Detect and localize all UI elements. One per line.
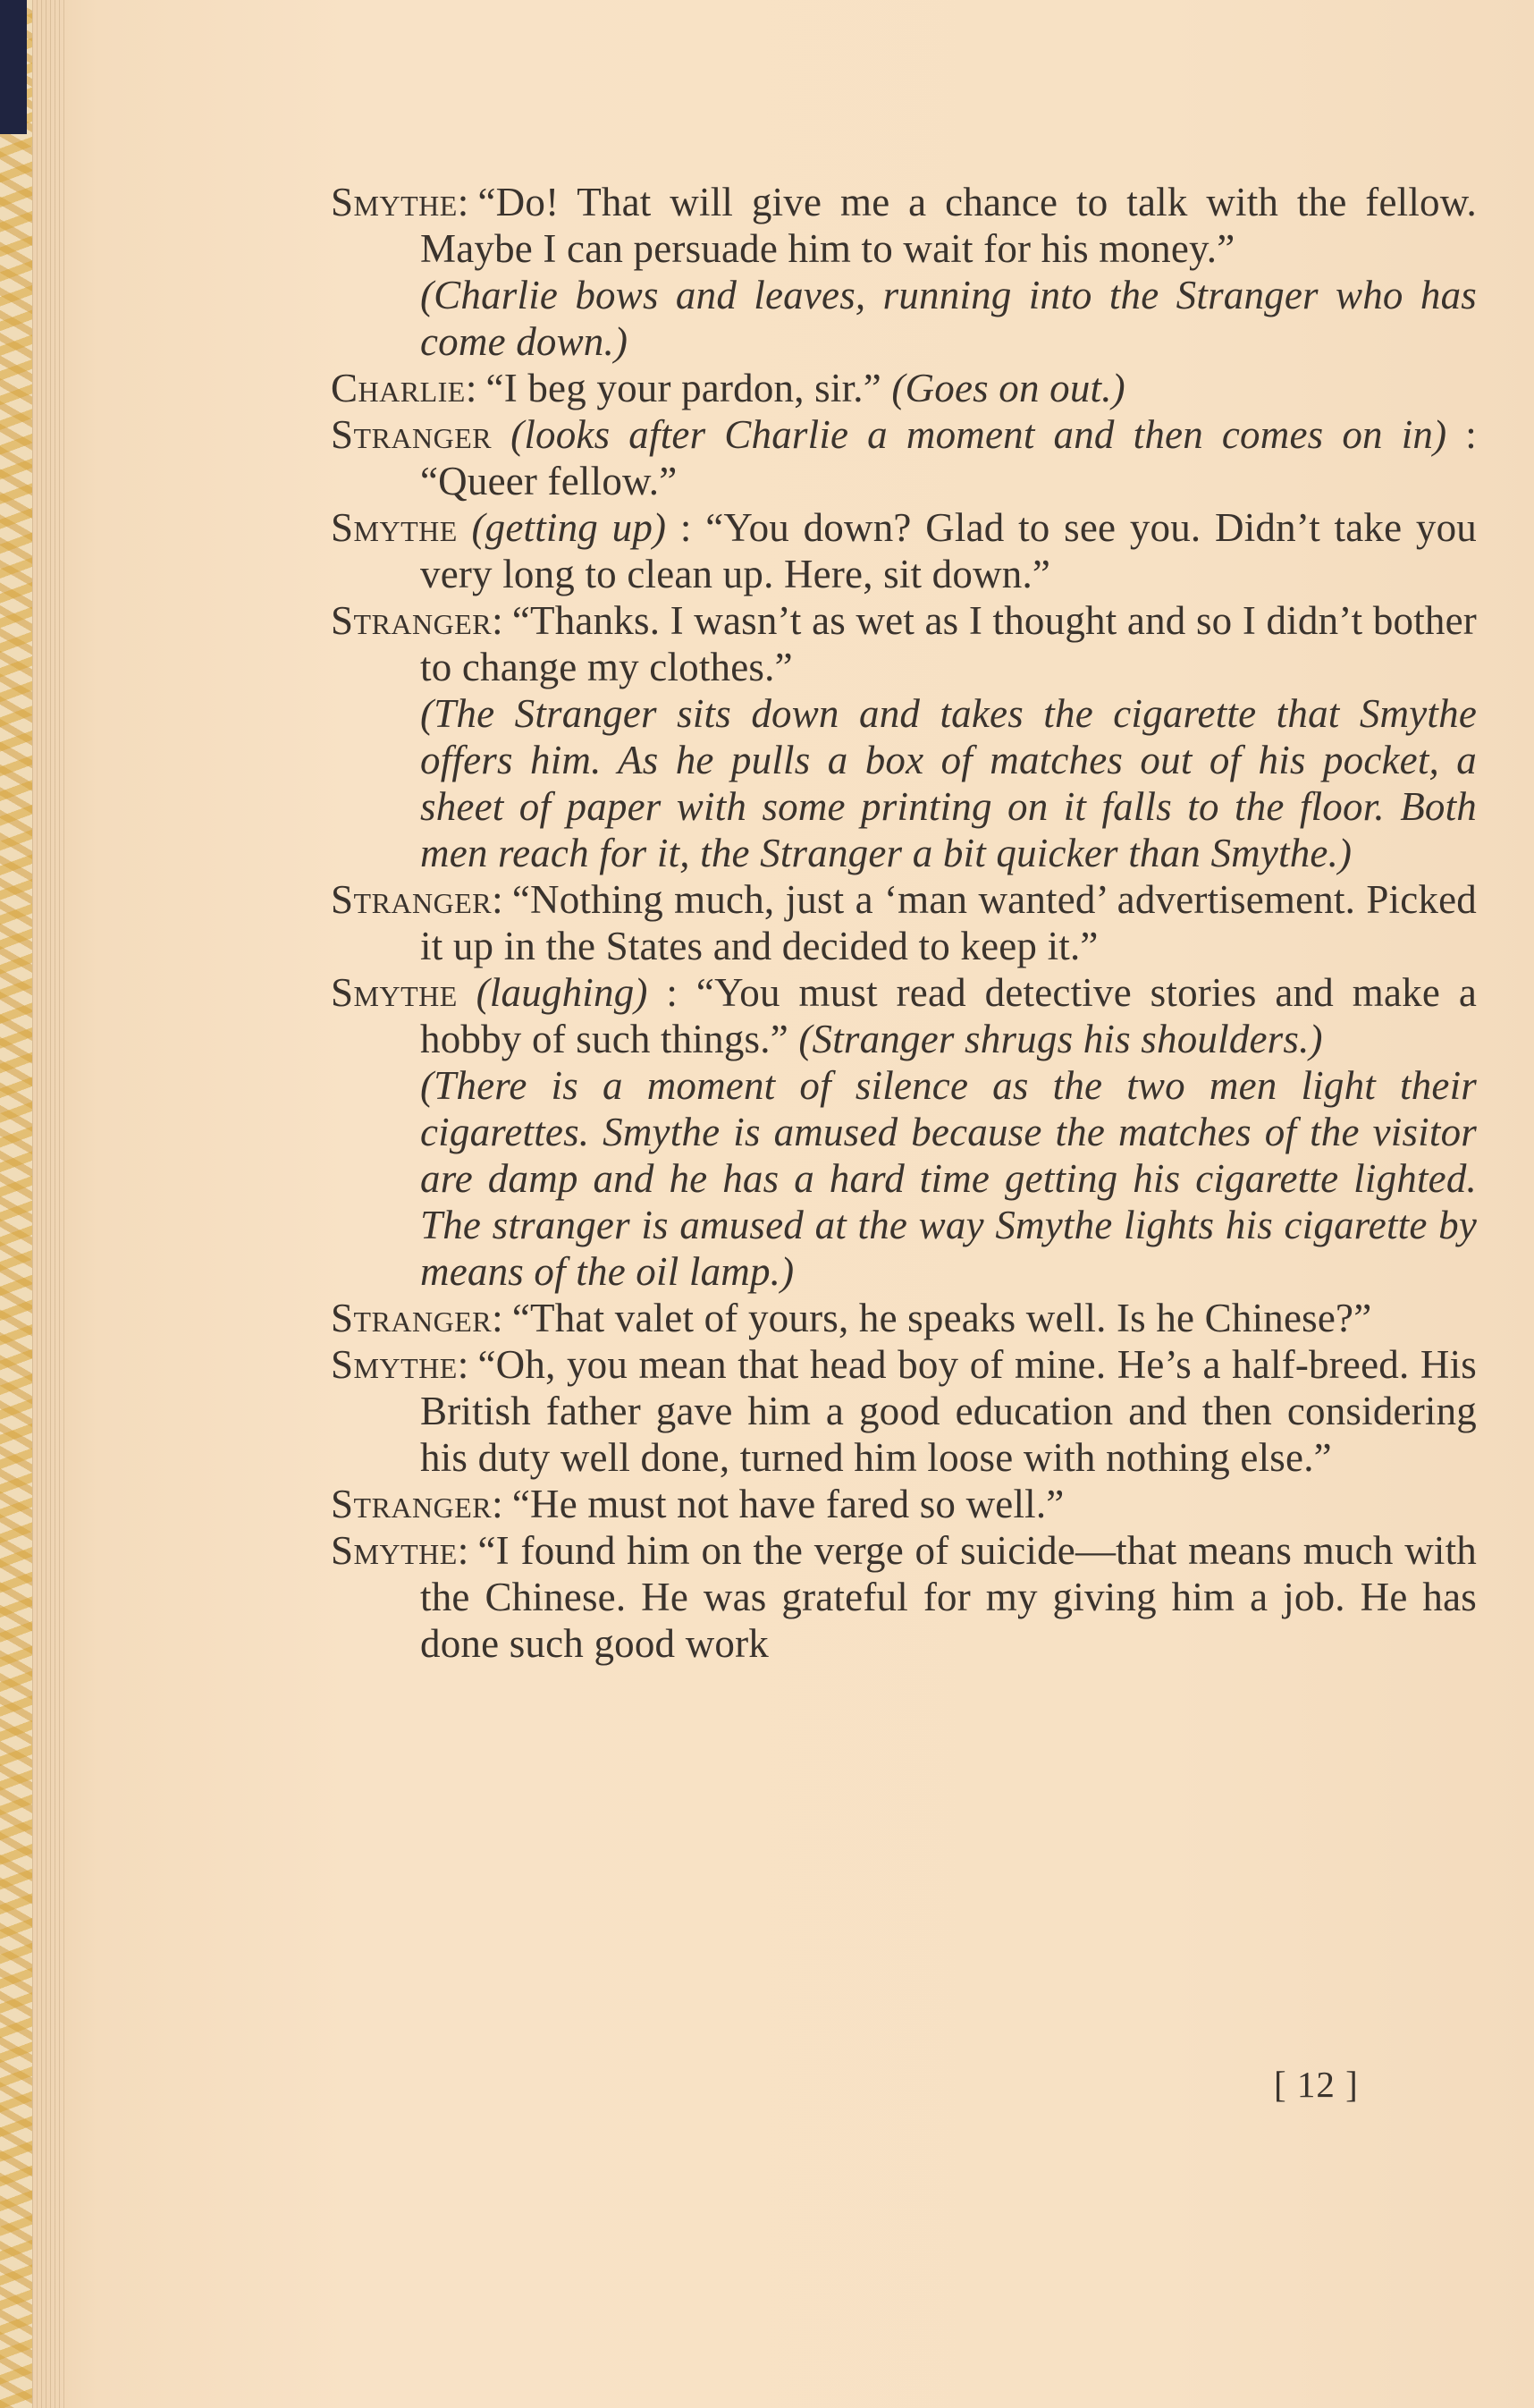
speaker-name: Stranger <box>331 1296 493 1340</box>
dialogue-line: Charlie: “I beg your pardon, sir.” (Goes on out.) <box>331 366 1125 410</box>
dialogue-line: Smythe: “Do! That will give me a chance to talk with the fellow. Maybe I can persuade him to wait for his money.” <box>331 180 1477 271</box>
dialogue-line <box>331 969 1477 1062</box>
stage-direction: (The Stranger sits down and takes the cigarette that Smythe offers him. As he pulls a box of matches out of his pocket, a sheet of paper with some printing on it falls to the floor. Both men reach for it, the Stranger a bit quicker than Smythe.) <box>420 691 1477 875</box>
inline-stage-direction: (looks after Charlie a moment and then comes on in) <box>510 412 1447 457</box>
inline-stage-direction: (Goes on out.) <box>891 366 1125 410</box>
speaker-name: Stranger <box>331 1482 493 1526</box>
dialogue-line <box>331 504 1477 597</box>
speaker-name: Stranger <box>331 412 493 457</box>
dialogue-line: Smythe: “Oh, you mean that head boy of mine. He’s a half-breed. His British father gave him a good education and then considering his duty well done, turned him loose with nothing else.” <box>331 1342 1477 1480</box>
speaker-name: Stranger <box>331 877 493 922</box>
spoken-text: : “You must read detective stories and make a hobby of such things.” <box>420 970 1477 1061</box>
spoken-text: “Thanks. I wasn’t as wet as I thought and so I didn’t bother to change my clothes.” <box>420 598 1477 689</box>
spoken-text: “That valet of yours, he speaks well. Is he Chinese?” <box>511 1296 1372 1340</box>
spoken-text: “Nothing much, just a ‘man wanted’ advertisement. Picked it up in the States and decided to keep it.” <box>420 877 1477 968</box>
speaker-name: Charlie <box>331 366 466 410</box>
dialogue-line <box>331 411 1477 504</box>
spoken-text: “I beg your pardon, sir.” <box>485 366 892 410</box>
book-spine-endpaper <box>0 0 32 2408</box>
speaker-name: Smythe <box>331 1528 458 1573</box>
spoken-text: : “You down? Glad to see you. Didn’t take you very long to clean up. Here, sit down.” <box>420 505 1478 596</box>
spine-cover-tab <box>0 0 27 134</box>
dialogue-line: Stranger: “That valet of yours, he speaks well. Is he Chinese?” <box>331 1296 1372 1340</box>
speaker-name: Smythe <box>331 505 458 550</box>
inline-stage-direction: (getting up) <box>471 505 667 550</box>
speaker-name: Stranger <box>331 598 493 643</box>
spoken-text: “Oh, you mean that head boy of mine. He’s a half-breed. His British father gave him a good education and then considering his duty well done, turned him loose with nothing else.” <box>420 1342 1477 1480</box>
dialogue-line: Stranger: “He must not have fared so well.” <box>331 1482 1065 1526</box>
stage-direction: (There is a moment of silence as the two men light their cigarettes. Smythe is amused because the matches of the visitor are damp and he has a hard time getting his cigarette lighted. The stranger is amused at the way Smythe lights his cigarette by means of the oil lamp.) <box>420 1063 1477 1294</box>
speaker-name: Smythe <box>331 1342 458 1387</box>
dialogue-line: Stranger: “Nothing much, just a ‘man wanted’ advertisement. Picked it up in the States and decided to keep it.” <box>331 877 1477 968</box>
stage-direction: (Charlie bows and leaves, running into the Stranger who has come down.) <box>420 273 1477 364</box>
page-edges <box>32 0 66 2408</box>
spoken-text: “I found him on the verge of suicide—that means much with the Chinese. He was grateful for my giving him a job. He has done such good work <box>420 1528 1477 1666</box>
inline-stage-direction: (laughing) <box>476 970 648 1015</box>
dialogue-line: Stranger: “Thanks. I wasn’t as wet as I thought and so I didn’t bother to change my clothes.” <box>331 598 1477 689</box>
spoken-text: “Do! That will give me a chance to talk with the fellow. Maybe I can persuade him to wait for his money.” <box>420 180 1477 271</box>
page-number: [ 12 ] <box>1274 2064 1359 2105</box>
play-script-text <box>331 179 1477 1667</box>
speaker-name: Smythe <box>331 970 458 1015</box>
speaker-name: Smythe <box>331 180 458 224</box>
dialogue-line: Smythe: “I found him on the verge of suicide—that means much with the Chinese. He was grateful for my giving him a job. He has done such good work <box>331 1528 1477 1666</box>
inline-stage-direction: (Stranger shrugs his shoulders.) <box>798 1017 1323 1061</box>
spoken-text: “He must not have fared so well.” <box>511 1482 1065 1526</box>
spoken-text: : “Queer fellow.” <box>420 412 1478 503</box>
